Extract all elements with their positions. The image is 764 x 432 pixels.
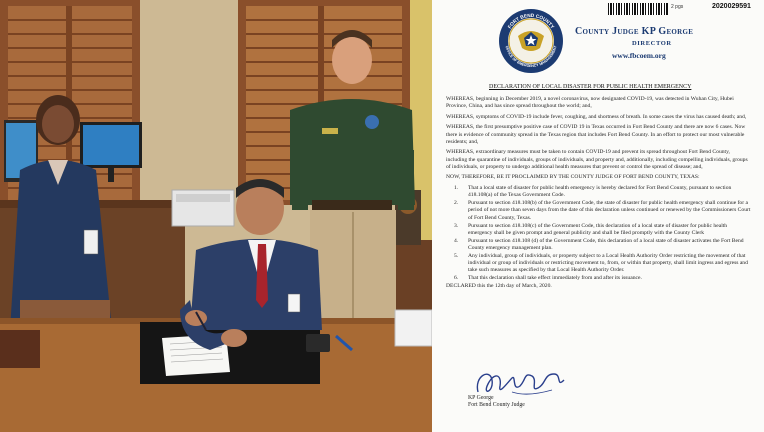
- svg-text:FORT BEND COUNTY: FORT BEND COUNTY: [507, 13, 555, 31]
- proclamation-item: 2. Pursuant to section 418.108(b) of the Government Code, the state of disaster for public health emergency shall continue for a period of not more than seven days from the date of this declaration unless continued or renewed by the Commissioners Court of Fort Bend County, Texas.: [454, 200, 751, 221]
- signer-block: [468, 395, 525, 409]
- declaration-title: DECLARATION OF LOCAL DISASTER FOR PUBLIC HEALTH EMERGENCY: [489, 84, 692, 90]
- proclamation-items: [446, 185, 752, 283]
- whereas-clause-2: WHEREAS, symptoms of COVID-19 include fever, coughing, and shortness of breath. In some cases the virus has caused death; and,: [446, 113, 747, 120]
- county-seal-logo: [498, 8, 564, 74]
- letterhead-url: www.fbcoem.org: [612, 51, 666, 60]
- proclamation-item: 1. That a local state of disaster for public health emergency is hereby declared for Fort Bend County, pursuant to section 418.108(a) of the Texas Government Code.: [454, 184, 732, 199]
- disaster-declaration-document: [432, 0, 764, 432]
- signer-name: KP George: [468, 395, 494, 401]
- proclamation-item: 3. Pursuant to section 418.108(c) of the Government Code, this declaration of a local state of disaster for public health emergency shall be given prompt and general publicity and shall be filed promptly with the County Clerk: [454, 222, 728, 236]
- declared-date: DECLARED this the 12th day of March, 2020.: [446, 283, 552, 290]
- proclamation-item: 6. That this declaration shall take effect immediately from and after its issuance.: [454, 275, 642, 282]
- letterhead-title: County Judge KP George: [575, 26, 694, 37]
- page-count-label: 2 pgs: [671, 4, 684, 10]
- signer-title: Fort Bend County Judge: [468, 402, 525, 409]
- proclamation-heading: NOW, THEREFORE, BE IT PROCLAIMED BY THE COUNTY JUDGE OF FORT BEND COUNTY, TEXAS:: [446, 174, 700, 181]
- declaration-body: [446, 96, 752, 294]
- whereas-clause-1: WHEREAS, beginning in December 2019, a novel coronavirus, now designated COVID-19, was detected in Wuhan City, Hubei Province, China, and has since spread throughout the world; and,: [446, 96, 734, 110]
- proclamation-item: 4. Pursuant to section 418.108 (d) of the Government Code, this declaration of a local state of disaster activates the Fort Bend County emergency management plan.: [454, 237, 744, 251]
- letterhead-subtitle: DIRECTOR: [632, 40, 672, 47]
- svg-text:OFFICE OF EMERGENCY MANAGEMENT: OFFICE OF EMERGENCY MANAGEMENT: [504, 45, 558, 69]
- whereas-clause-4: WHEREAS, extraordinary measures must be taken to contain COVID-19 and prevent its spread throughout Fort Bend County, including the quarantine of individuals, groups of individuals, and property and, additionally, including compelling individuals, groups of individuals, or property to undergo additional health measures that prevent or control the spread of disease; and,: [446, 149, 748, 170]
- proclamation-item: 5. Any individual, group of individuals, or property subject to a Local Health Authority Order restricting the movement of that individual or group of individuals or restricting movement to, from, or within that property, shall limit ingress and egress and take such measures as specified by that Local Health Authority Order.: [454, 253, 748, 274]
- barcode: [608, 3, 668, 15]
- document-number: 2020029591: [712, 3, 751, 10]
- whereas-clause-3: WHEREAS, the first presumptive positive case of COVID 19 in Texas occurred in Fort Bend County and there are now 6 cases. Now there is evidence of community spread in the Texas region that includes Fort Bend County. In an effort to protect our most vulnerable residents; and,: [446, 124, 746, 145]
